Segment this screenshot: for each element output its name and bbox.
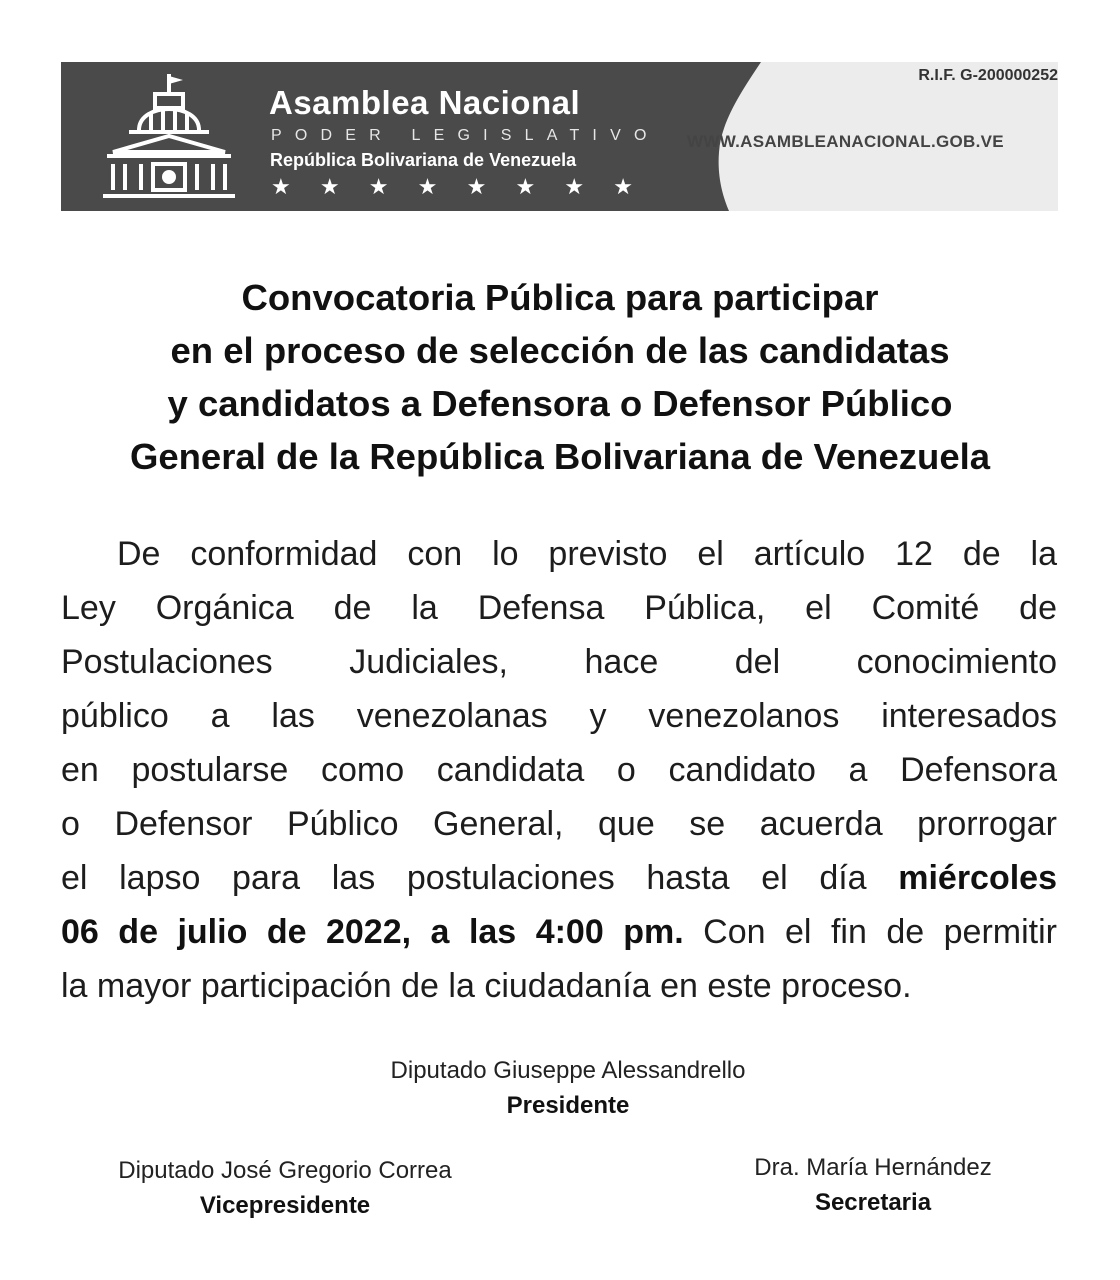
star-icon: ★ bbox=[271, 174, 291, 199]
star-icon: ★ bbox=[417, 174, 438, 199]
body-text-segment: el lapso para las postulaciones hasta el día bbox=[61, 859, 899, 897]
body-line: en postularse como candidata o candidato a Defensora bbox=[61, 751, 1057, 789]
signer-role: Vicepresidente bbox=[199, 1192, 371, 1219]
star-icon: ★ bbox=[319, 174, 340, 199]
star-row bbox=[271, 174, 633, 200]
title-line: Convocatoria Pública para participar bbox=[241, 277, 879, 318]
rif-number: R.I.F. G-200000252 bbox=[918, 67, 1058, 84]
deadline-date: 06 de julio de 2022, a las 4:00 pm. bbox=[61, 913, 684, 951]
body-line bbox=[61, 905, 1057, 959]
star-icon: ★ bbox=[515, 174, 536, 199]
body-line: Postulaciones Judiciales, hace del conocimiento bbox=[61, 643, 1057, 681]
signature-secretary bbox=[718, 1150, 1028, 1220]
org-name: Asamblea Nacional bbox=[269, 84, 581, 121]
star-icon: ★ bbox=[564, 174, 585, 199]
body-line: Ley Orgánica de la Defensa Pública, el Comité de bbox=[61, 589, 1057, 627]
document-title bbox=[30, 271, 1090, 483]
org-country: República Bolivariana de Venezuela bbox=[270, 150, 577, 170]
star-icon: ★ bbox=[368, 174, 389, 199]
announcement-body bbox=[61, 527, 1057, 1013]
star-icon: ★ bbox=[613, 174, 633, 199]
body-text-segment: Con el fin de permitir bbox=[683, 913, 1057, 951]
deadline-weekday: miércoles bbox=[898, 859, 1057, 897]
title-line: y candidatos a Defensora o Defensor Público bbox=[167, 383, 953, 424]
title-line: General de la República Bolivariana de Venezuela bbox=[129, 436, 991, 477]
body-line: o Defensor Público General, que se acuerda prorrogar bbox=[61, 805, 1057, 843]
signer-name: Diputado José Gregorio Correa bbox=[118, 1157, 452, 1184]
org-subtitle: PODER LEGISLATIVO bbox=[271, 127, 660, 144]
capitol-building-icon bbox=[99, 72, 239, 204]
signer-name: Diputado Giuseppe Alessandrello bbox=[390, 1057, 746, 1084]
title-line: en el proceso de selección de las candidatas bbox=[170, 330, 950, 371]
signer-role: Secretaria bbox=[814, 1189, 932, 1216]
header-banner bbox=[61, 62, 1058, 211]
body-line: De conformidad con lo previsto el artículo 12 de la bbox=[117, 535, 1057, 573]
signature-president bbox=[338, 1053, 798, 1123]
signer-role: Presidente bbox=[506, 1092, 630, 1119]
signature-vicepresident bbox=[80, 1153, 490, 1223]
body-line: público a las venezolanas y venezolanos interesados bbox=[61, 697, 1057, 735]
body-line: la mayor participación de la ciudadanía en este proceso. bbox=[61, 967, 912, 1005]
signer-name: Dra. María Hernández bbox=[754, 1154, 992, 1181]
website-url: WWW.ASAMBLEANACIONAL.GOB.VE bbox=[687, 132, 1004, 151]
body-line bbox=[61, 851, 1057, 905]
star-icon: ★ bbox=[466, 174, 487, 199]
